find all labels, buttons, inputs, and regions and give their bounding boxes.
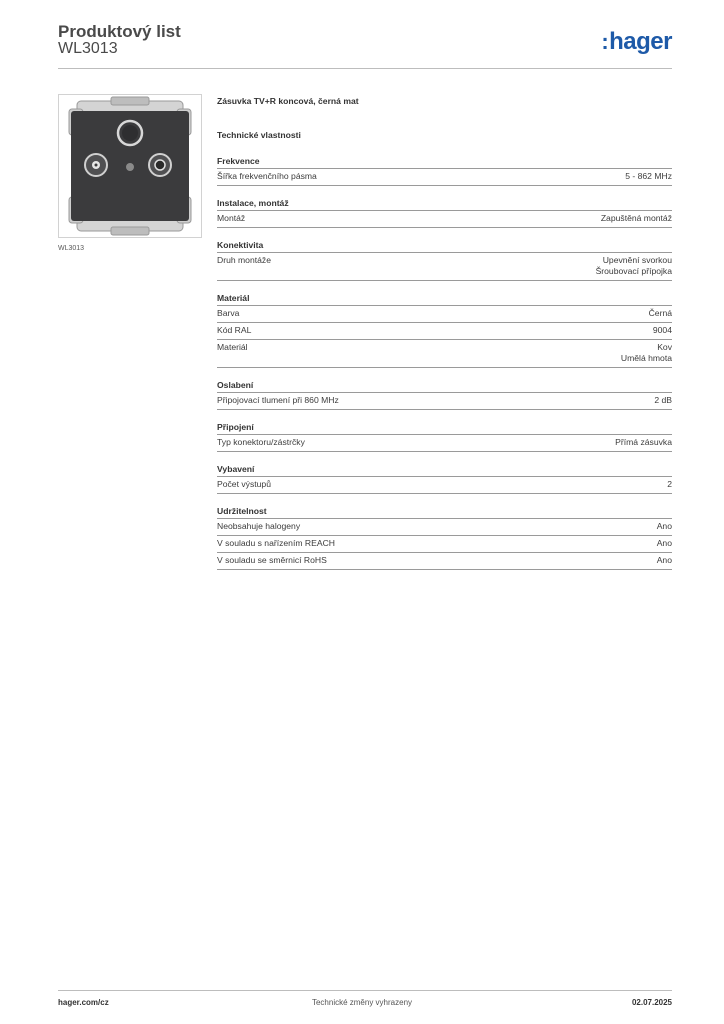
spec-row — [217, 340, 672, 368]
spec-value-line: 2 — [667, 479, 672, 489]
spec-value — [657, 555, 672, 566]
spec-value-line: Ano — [656, 555, 672, 565]
spec-section — [217, 198, 672, 228]
section-title: Materiál — [217, 293, 672, 306]
spec-value — [596, 255, 672, 277]
spec-label: Neobsahuje halogeny — [217, 521, 301, 531]
tv-radio-socket-icon — [59, 95, 201, 237]
spec-section — [217, 506, 672, 570]
footer-note: Technické změny vyhrazeny — [311, 998, 413, 1007]
image-caption: WL3013 — [58, 245, 85, 252]
spec-row — [217, 169, 672, 186]
spec-value-line: Šroubovací přípojka — [595, 266, 672, 276]
spec-value-line: Zapuštěná montáž — [600, 213, 672, 223]
spec-label: Materiál — [217, 342, 248, 352]
spec-section — [217, 240, 672, 281]
spec-row — [217, 477, 672, 494]
spec-label: V souladu se směrnicí RoHS — [217, 555, 327, 565]
spec-section — [217, 464, 672, 494]
spec-value — [621, 342, 672, 364]
spec-value — [615, 437, 672, 448]
spec-value-line: Kov — [657, 342, 672, 352]
spec-value-line: Umělá hmota — [620, 353, 672, 363]
spec-label: Typ konektoru/zástrčky — [217, 437, 305, 447]
document-title: Produktový list — [58, 22, 181, 41]
spec-value-line: Upevnění svorkou — [602, 255, 672, 265]
spec-label: Připojovací tlumení při 860 MHz — [217, 395, 339, 405]
header-divider — [58, 68, 672, 69]
spec-label: Montáž — [217, 213, 246, 223]
spec-value — [667, 479, 672, 490]
section-title: Frekvence — [217, 156, 672, 169]
spec-value — [625, 171, 672, 182]
spec-row — [217, 253, 672, 281]
section-title: Připojení — [217, 422, 672, 435]
section-title: Vybavení — [217, 464, 672, 477]
footer-website: hager.com/cz — [58, 998, 109, 1007]
spec-value-line: Ano — [656, 538, 672, 548]
spec-label: Barva — [217, 308, 240, 318]
footer-date: 02.07.2025 — [631, 998, 672, 1007]
footer-divider — [58, 990, 672, 991]
spec-label: Počet výstupů — [217, 479, 271, 489]
spec-value — [649, 308, 672, 319]
spec-sections — [217, 156, 672, 570]
product-image — [58, 94, 202, 238]
logo-dots: : — [601, 29, 609, 54]
product-code: WL3013 — [58, 40, 118, 57]
spec-value — [657, 538, 672, 549]
spec-row — [217, 553, 672, 570]
spec-row — [217, 211, 672, 228]
spec-row — [217, 393, 672, 410]
page-header — [58, 22, 672, 70]
specs-heading: Technické vlastnosti — [217, 130, 301, 140]
spec-row — [217, 306, 672, 323]
spec-label: Druh montáže — [217, 255, 271, 265]
spec-row — [217, 435, 672, 452]
spec-label: Kód RAL — [217, 325, 252, 335]
product-name: Zásuvka TV+R koncová, černá mat — [217, 96, 359, 106]
section-title: Instalace, montáž — [217, 198, 672, 211]
spec-row — [217, 536, 672, 553]
spec-row — [217, 519, 672, 536]
specifications — [217, 96, 672, 582]
spec-value-line: 5 - 862 MHz — [625, 171, 672, 181]
spec-value-line: Ano — [656, 521, 672, 531]
spec-value — [657, 521, 672, 532]
hager-logo — [601, 28, 672, 56]
spec-value — [601, 213, 672, 224]
spec-section — [217, 293, 672, 368]
spec-label: Šířka frekvenčního pásma — [217, 171, 317, 181]
spec-section — [217, 380, 672, 410]
spec-section — [217, 156, 672, 186]
spec-value-line: 9004 — [652, 325, 672, 335]
section-title: Konektivita — [217, 240, 672, 253]
spec-section — [217, 422, 672, 452]
spec-value — [653, 325, 672, 336]
spec-value-line: Černá — [648, 308, 672, 318]
spec-value-line: 2 dB — [654, 395, 672, 405]
spec-label: V souladu s nařízením REACH — [217, 538, 335, 548]
section-title: Udržitelnost — [217, 506, 672, 519]
spec-row — [217, 323, 672, 340]
section-title: Oslabení — [217, 380, 672, 393]
spec-value-line: Přímá zásuvka — [615, 437, 672, 447]
logo-text: hager — [609, 28, 672, 55]
spec-value — [654, 395, 672, 406]
